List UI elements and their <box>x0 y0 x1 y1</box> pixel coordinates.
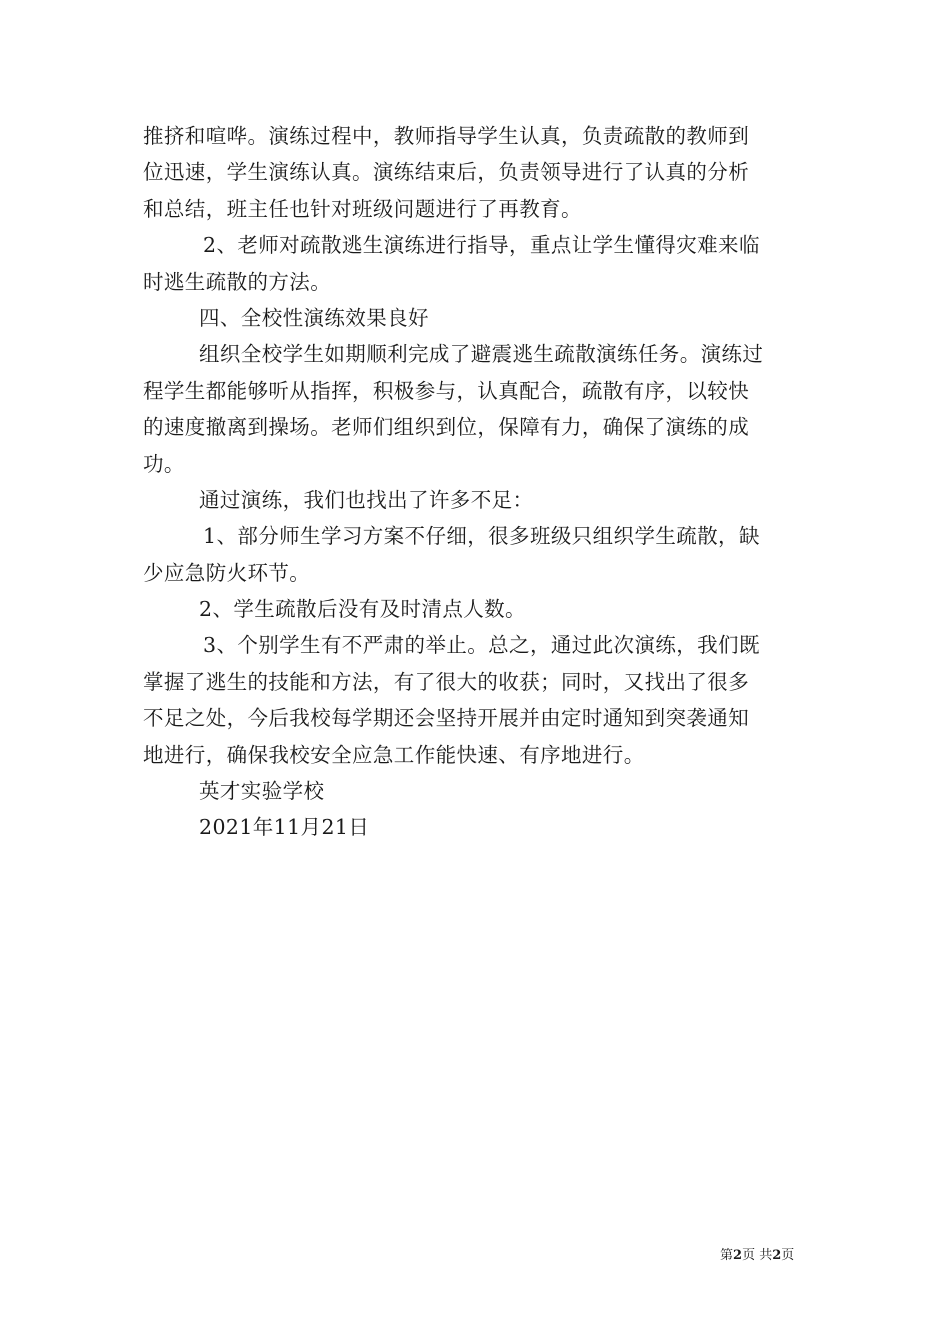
paragraph-line: 2、老师对疏散逃生演练进行指导，重点让学生懂得灾难来临 <box>203 233 760 258</box>
document-body <box>143 118 808 846</box>
footer-middle: 页 共 <box>742 1248 773 1263</box>
footer-prefix: 第 <box>720 1248 734 1263</box>
paragraph-line: 不足之处，今后我校每学期还会坚持开展并由定时通知到突袭通知 <box>143 706 750 731</box>
paragraph-line: 3、个别学生有不严肃的举止。总之，通过此次演练，我们既 <box>203 633 760 658</box>
paragraph-line: 位迅速，学生演练认真。演练结束后，负责领导进行了认真的分析 <box>143 160 750 185</box>
footer-total-pages: 2 <box>772 1248 782 1263</box>
paragraph-line: 程学生都能够听从指挥，积极参与，认真配合，疏散有序，以较快 <box>143 378 750 403</box>
paragraph-line: 和总结，班主任也针对班级问题进行了再教育。 <box>143 196 582 221</box>
paragraph-line: 2、学生疏散后没有及时清点人数。 <box>199 597 526 622</box>
paragraph-line: 通过演练，我们也找出了许多不足： <box>199 487 534 512</box>
paragraph-line: 掌握了逃生的技能和方法，有了很大的收获；同时，又找出了很多 <box>143 669 750 694</box>
footer-current-page: 2 <box>733 1248 743 1263</box>
paragraph-line: 功。 <box>143 451 185 476</box>
paragraph-line: 的速度撤离到操场。老师们组织到位，保障有力，确保了演练的成 <box>143 415 750 440</box>
footer-suffix: 页 <box>781 1248 795 1263</box>
paragraph-line: 1、部分师生学习方案不仔细，很多班级只组织学生疏散，缺 <box>203 524 760 549</box>
paragraph-line: 推挤和喧哗。演练过程中，教师指导学生认真，负责疏散的教师到 <box>143 124 750 148</box>
page-footer <box>720 1248 794 1264</box>
paragraph-line: 时逃生疏散的方法。 <box>143 269 332 294</box>
paragraph-line: 地进行，确保我校安全应急工作能快速、有序地进行。 <box>143 742 645 767</box>
section-heading: 四、全校性演练效果良好 <box>199 305 429 330</box>
paragraph-line: 组织全校学生如期顺利完成了避震逃生疏散演练任务。演练过 <box>199 342 764 367</box>
signature-school: 英才实验学校 <box>199 779 325 804</box>
paragraph-line: 少应急防火环节。 <box>143 560 311 585</box>
signature-date: 2021年11月21日 <box>199 815 370 840</box>
